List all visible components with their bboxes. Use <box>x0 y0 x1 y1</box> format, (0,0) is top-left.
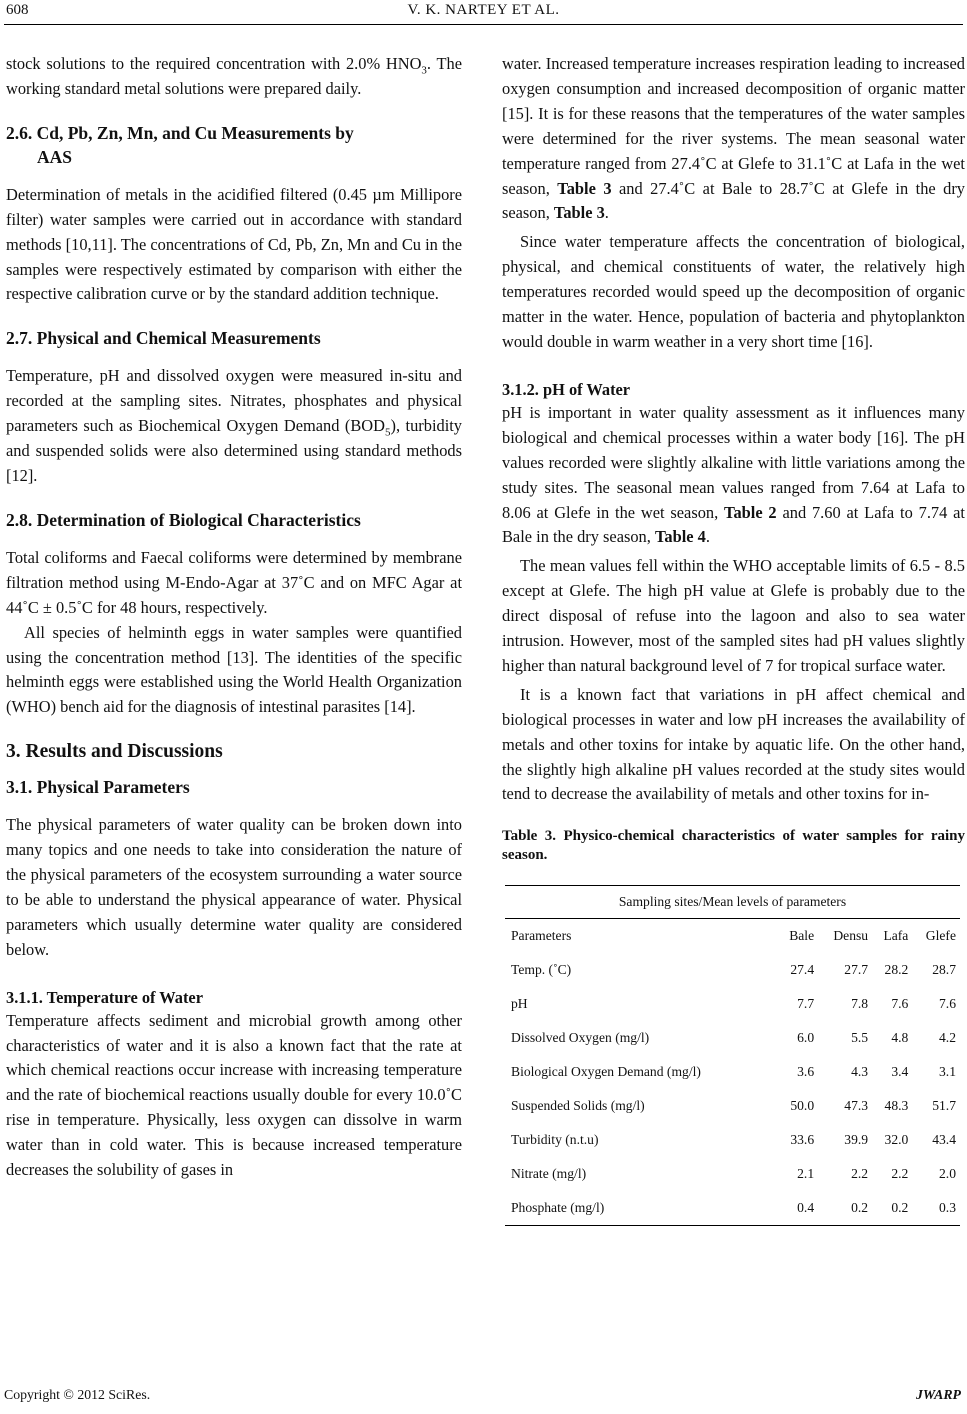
table-cell-value: 47.3 <box>844 1097 869 1113</box>
table-cell-value: 39.9 <box>844 1131 869 1147</box>
table-cell-value: 3.1 <box>939 1063 956 1079</box>
table-span-header: Sampling sites/Mean levels of parameters <box>505 886 960 919</box>
table-cell-parameter: pH <box>511 995 528 1011</box>
table-caption: Table 3. Physico-chemical characteristics of water samples for rainy season. <box>502 828 965 864</box>
table-cell-value: 7.8 <box>851 995 869 1011</box>
table-3 <box>505 885 960 1226</box>
table-span-header-row <box>505 886 960 919</box>
column-header-lafa: Lafa <box>883 927 909 943</box>
column-header-densu: Densu <box>833 927 869 943</box>
table-row <box>505 987 960 1021</box>
heading-3-1-1: 3.1.1. Temperature of Water <box>6 987 203 1007</box>
paragraph-2-8-1: Total coliforms and Faecal coliforms were determined by membrane filtration method using M-Endo-Agar at 37˚C and on MFC Agar at 44˚C ± 0.5˚C for 48 hours, respectively. <box>6 547 462 617</box>
table-cell-parameter: Turbidity (n.t.u) <box>511 1131 599 1147</box>
table-cell-value: 0.2 <box>851 1199 869 1215</box>
table-cell-value: 2.0 <box>939 1165 956 1181</box>
heading-2-8: 2.8. Determination of Biological Characteristics <box>6 509 361 530</box>
table-cell-parameter: Nitrate (mg/l) <box>511 1165 587 1181</box>
table-ref: Table 3 <box>553 203 605 223</box>
paragraph-temperature-cont: water. Increased temperature increases respiration leading to increased oxygen consumption and increased decomposition of organic matter [15]. It is for these reasons that the temperatures of the water samples were determined for the river systems. The mean seasonal water temperature ranged from 27.4˚C at Glefe to 31.1˚C at Lafa in the wet season, Table 3 and 27.4˚C at Bale to 28.7˚C at Glefe in the dry season, Table 3. <box>502 54 965 223</box>
paragraph-2-8-2: All species of helminth eggs in water samples were quantified using the concentration method [13]. The identities of the specific helminth eggs were established using the World Health Organization (WHO) bench aid for the diagnosis of intestinal parasites [14]. <box>6 622 462 717</box>
footer-copyright: Copyright © 2012 SciRes. <box>4 1387 151 1402</box>
column-header-parameters: Parameters <box>511 927 572 943</box>
heading-2-6: 2.6. Cd, Pb, Zn, Mn, and Cu Measurements by AAS <box>6 122 354 167</box>
table-cell-value: 2.2 <box>851 1165 869 1181</box>
table-row <box>505 1021 960 1055</box>
header-rule <box>4 24 963 25</box>
table-cell-value: 3.4 <box>891 1063 909 1079</box>
paragraph-temperature-2: Since water temperature affects the concentration of biological, physical, and chemical constituents of water, the relatively high temperatures recorded would speed up the decomposition of organic matter in the water. Hence, population of bacteria and phytoplankton would double in warm weather in a very short time [16]. <box>502 232 965 351</box>
table-cell-value: 3.6 <box>797 1063 815 1079</box>
paragraph-ph-2: The mean values fell within the WHO acceptable limits of 6.5 - 8.5 except at Glefe. The high pH value at Glefe is probably due to the direct disposal of refuse into the lagoon and also to sea water intrusion. However, most of the sampled sites had pH values slightly higher than natural background level of 7 for tropical surface water. <box>502 556 965 675</box>
heading-3-1: 3.1. Physical Parameters <box>6 777 190 798</box>
right-column <box>502 52 965 1226</box>
column-header-bale: Bale <box>789 927 815 943</box>
heading-3-1-2: 3.1.2. pH of Water <box>502 379 631 399</box>
table-cell-value: 7.7 <box>797 995 815 1011</box>
heading-3: 3. Results and Discussions <box>6 741 223 763</box>
table-cell-value: 28.7 <box>932 961 956 977</box>
table-row <box>505 1055 960 1089</box>
table-cell-value: 4.3 <box>851 1063 869 1079</box>
table-cell-value: 50.0 <box>790 1097 815 1113</box>
table-cell-value: 0.3 <box>939 1199 956 1215</box>
table-cell-value: 6.0 <box>797 1029 815 1045</box>
left-column <box>6 52 462 1183</box>
table-cell-parameter: Biological Oxygen Demand (mg/l) <box>511 1063 701 1079</box>
table-cell-value: 28.2 <box>884 961 909 977</box>
paragraph-ph-1: pH is important in water quality assessment as it influences many biological and chemical processes within a water body [16]. The pH values recorded were slightly alkaline with little variations among the study sites. The seasonal mean values ranged from 7.64 at Lafa to 8.06 at Glefe in the wet season, Table 2 and 7.60 at Lafa to 7.74 at Bale in the dry season, Table 4. <box>502 402 965 547</box>
table-cell-value: 4.8 <box>891 1029 909 1045</box>
paragraph-2-7: Temperature, pH and dissolved oxygen were measured in-situ and recorded at the sampling sites. Nitrates, phosphates and physical parameters such as Biochemical Oxygen Demand $(BOD_5)$, turbidity and suspended solids were also determined using standard methods [12]. <box>6 366 463 485</box>
heading-2-7: 2.7. Physical and Chemical Measurements <box>6 328 321 349</box>
table-cell-value: 7.6 <box>939 995 956 1011</box>
table-header-row <box>505 919 960 954</box>
running-title: V. K. NARTEY ET AL. <box>407 2 560 18</box>
table-cell-parameter: Phosphate (mg/l) <box>511 1199 605 1215</box>
table-row <box>505 953 960 987</box>
table-cell-parameter: Temp. (˚C) <box>511 961 572 977</box>
table-cell-value: 27.7 <box>844 961 869 977</box>
footer-journal: JWARP <box>916 1387 961 1402</box>
table-cell-parameter: Dissolved Oxygen (mg/l) <box>511 1029 650 1045</box>
table-row <box>505 1157 960 1191</box>
table-cell-value: 32.0 <box>884 1131 909 1147</box>
table-row <box>505 1123 960 1157</box>
table-cell-value: 51.7 <box>932 1097 956 1113</box>
table-cell-value: 4.2 <box>939 1029 956 1045</box>
paragraph-3-1: The physical parameters of water quality can be broken down into many topics and one needs to take into consideration the nature of the physical parameters of the ecosystem surrounding a water source to be able to understand the physical appearance of water. Physical parameters which usually determine water quality are considered below. <box>6 815 462 959</box>
paragraph-3-1-1: Temperature affects sediment and microbial growth among other characteristics of water and it is also a known fact that the rate at which chemical reactions occur increase with increasing temperature and the rate of biochemical reactions usually double for every 10.0˚C rise in temperature. Physically, less oxygen can dissolve in warm water than in cold water. This is because increased temperature decreases the solubility of gases in <box>6 1010 462 1180</box>
table-cell-value: 0.4 <box>797 1199 815 1215</box>
table-row <box>505 1089 960 1123</box>
table-ref: Table 3 <box>557 178 612 198</box>
table-ref: Table 4 <box>654 527 706 547</box>
table-cell-value: 48.3 <box>884 1097 909 1113</box>
table-cell-value: 0.2 <box>891 1199 909 1215</box>
table-cell-value: 27.4 <box>790 961 815 977</box>
table-row <box>505 1191 960 1226</box>
page-number: 608 <box>6 2 29 18</box>
table-cell-value: 43.4 <box>932 1131 956 1147</box>
table-cell-value: 33.6 <box>790 1131 815 1147</box>
paragraph-2-6: Determination of metals in the acidified filtered (0.45 µm Millipore filter) water samples were carried out in accordance with standard methods [10,11]. The concentrations of Cd, Pb, Zn, Mn and Cu in the samples were respectively estimated by comparison with either the respective calibration curve or by the standard addition technique. <box>6 184 462 304</box>
table-cell-value: 2.2 <box>891 1165 909 1181</box>
paragraph-stock-solutions: stock solutions to the required concentration with 2.0% $HNO_3$. The working standard metal solutions were prepared daily. <box>6 54 462 98</box>
table-cell-value: 5.5 <box>851 1029 869 1045</box>
table-cell-value: 2.1 <box>797 1165 815 1181</box>
column-header-glefe: Glefe <box>925 927 956 943</box>
table-ref: Table 2 <box>724 502 777 522</box>
page-header <box>0 0 967 24</box>
paragraph-ph-3: It is a known fact that variations in pH affect chemical and biological processes in water and low pH increases the availability of metals and other toxins for intake by aquatic life. On the other hand, the slightly high alkaline pH values recorded at the study sites would tend to decrease the availability of metals and other toxins for in- <box>502 684 965 804</box>
table-cell-parameter: Suspended Solids (mg/l) <box>511 1097 645 1113</box>
table-cell-value: 7.6 <box>891 995 909 1011</box>
